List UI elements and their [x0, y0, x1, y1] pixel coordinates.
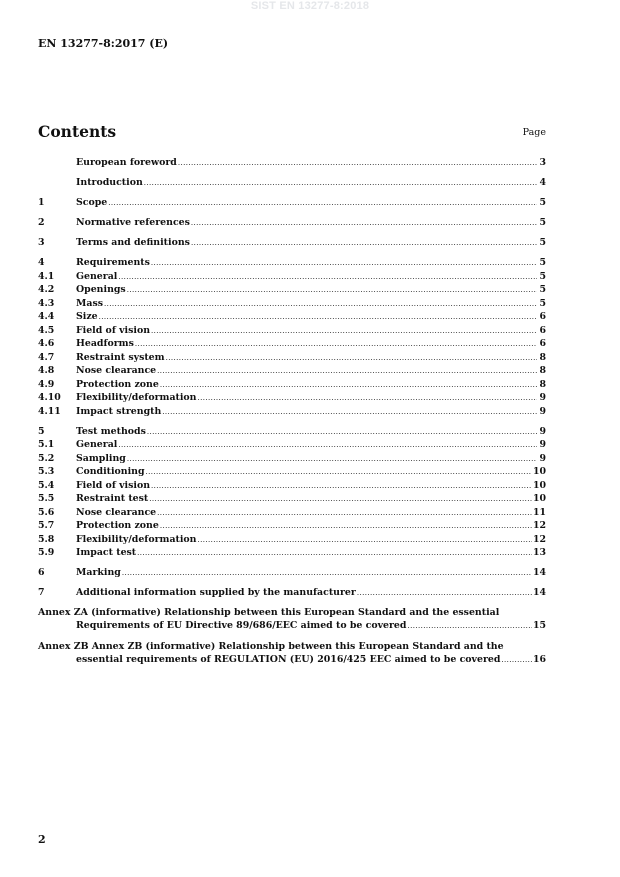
toc-leader — [118, 271, 537, 285]
toc-page: 5 — [539, 297, 546, 309]
toc-title: Nose clearance — [76, 365, 157, 376]
toc-title: Impact test — [76, 547, 137, 558]
toc-number: 5.6 — [38, 506, 55, 518]
toc-number: 7 — [38, 587, 45, 598]
toc-page: 10 — [532, 466, 546, 477]
toc-leader — [147, 426, 537, 440]
toc-entry[interactable] — [38, 465, 546, 479]
toc-leader — [151, 325, 537, 339]
toc-number: 5.3 — [38, 466, 55, 477]
toc-page: 6 — [539, 338, 546, 349]
toc-page: 5 — [539, 237, 546, 248]
toc-leader — [157, 365, 537, 379]
toc-leader — [137, 547, 532, 561]
toc-entry[interactable] — [38, 533, 546, 547]
toc-entry[interactable] — [38, 256, 546, 270]
toc-title: Scope — [76, 197, 108, 208]
toc-title: General — [76, 270, 118, 282]
toc-leader — [127, 453, 537, 467]
toc-page: 12 — [532, 520, 546, 531]
toc-page: 9 — [539, 425, 546, 437]
toc-number: 4 — [38, 257, 45, 268]
toc-title: Test methods — [76, 425, 146, 437]
toc-number: 5 — [38, 425, 45, 437]
toc-page: 9 — [539, 405, 546, 417]
toc-number: 4.9 — [38, 378, 55, 390]
watermark: SIST EN 13277-8:2018 — [250, 0, 370, 12]
toc-title: European foreword — [76, 157, 177, 168]
toc-leader — [197, 392, 537, 406]
toc-entry[interactable] — [38, 351, 546, 365]
toc-number: 4.11 — [38, 405, 61, 417]
toc-number: 5.5 — [38, 493, 55, 504]
annex-title-line2: Requirements of EU Directive 89/686/EEC aimed to be covered — [76, 620, 407, 631]
toc-leader — [146, 466, 532, 480]
toc-title: Requirements — [76, 257, 150, 268]
toc-title: Mass — [76, 297, 104, 309]
toc-number: 2 — [38, 217, 45, 228]
toc-leader — [104, 298, 537, 312]
toc-entry[interactable] — [38, 310, 546, 324]
toc-number: 4.5 — [38, 324, 55, 336]
toc-leader — [501, 654, 532, 667]
annex-title-line1: Annex ZB Annex ZB (informative) Relationship between this European Standard and the — [38, 640, 504, 652]
toc-number: 4.3 — [38, 297, 55, 309]
toc-leader — [151, 257, 537, 271]
annex-entry[interactable] — [38, 640, 546, 667]
toc-number: 1 — [38, 197, 45, 208]
annex-title-line1: Annex ZA (informative) Relationship between this European Standard and the essential — [38, 607, 500, 618]
toc-leader — [157, 507, 532, 521]
toc-title: Size — [76, 311, 98, 322]
toc-page: 5 — [539, 197, 546, 208]
toc-entry[interactable] — [38, 196, 546, 210]
toc-entry[interactable] — [38, 364, 546, 378]
toc-entry[interactable] — [38, 378, 546, 392]
annex-title-line2: essential requirements of REGULATION (EU) 2016/425 EEC aimed to be covered — [76, 653, 501, 665]
toc-number: 5.1 — [38, 439, 55, 450]
toc-page: 4 — [539, 177, 546, 188]
toc-title: Restraint test — [76, 493, 149, 504]
annex-page: 16 — [532, 653, 546, 665]
toc-entry[interactable] — [38, 438, 546, 452]
toc-number: 5.4 — [38, 479, 55, 491]
toc-number: 4.2 — [38, 284, 55, 295]
toc-number: 4.8 — [38, 365, 55, 376]
toc-page: 10 — [532, 493, 546, 504]
toc-title: General — [76, 439, 118, 450]
annex-page: 15 — [532, 620, 546, 631]
toc-page: 6 — [539, 324, 546, 336]
toc-entry[interactable] — [38, 586, 546, 600]
page-number: 2 — [38, 833, 46, 846]
toc-page: 5 — [539, 284, 546, 295]
toc-page: 14 — [532, 567, 546, 578]
toc-number: 4.4 — [38, 311, 55, 322]
toc-leader — [144, 177, 537, 191]
toc-leader — [191, 217, 537, 231]
toc-entry[interactable] — [38, 566, 546, 580]
toc-page: 9 — [539, 452, 546, 464]
toc-leader — [122, 567, 532, 581]
toc-number: 3 — [38, 237, 45, 248]
toc-leader — [160, 379, 537, 393]
annex-entry[interactable] — [38, 606, 546, 633]
page-column-label: Page — [522, 127, 546, 138]
toc-title: Headforms — [76, 338, 134, 349]
toc-leader — [118, 439, 537, 453]
toc-page: 5 — [539, 270, 546, 282]
toc-number: 4.1 — [38, 270, 55, 282]
toc-leader — [357, 587, 532, 601]
toc-entry[interactable] — [38, 156, 546, 170]
toc-title: Marking — [76, 567, 121, 578]
toc-title: Restraint system — [76, 351, 165, 363]
toc-entry[interactable] — [38, 425, 546, 439]
toc-title: Additional information supplied by the manufacturer — [76, 587, 356, 598]
toc-entry[interactable] — [38, 297, 546, 311]
toc-page: 12 — [532, 533, 546, 545]
toc-number: 5.9 — [38, 547, 55, 558]
document-id: EN 13277-8:2017 (E) — [38, 37, 169, 50]
toc-leader — [127, 284, 537, 298]
toc-number: 4.10 — [38, 392, 61, 403]
toc-leader — [178, 157, 537, 171]
toc-page: 5 — [539, 257, 546, 268]
toc-entry[interactable] — [38, 405, 546, 419]
toc-leader — [99, 311, 537, 325]
toc-leader — [160, 520, 532, 534]
toc-entry[interactable] — [38, 391, 546, 405]
toc-leader — [407, 620, 531, 633]
toc-title: Introduction — [76, 177, 143, 188]
toc-entry[interactable] — [38, 337, 546, 351]
toc-title: Field of vision — [76, 479, 151, 491]
toc-entry[interactable] — [38, 236, 546, 250]
toc-title: Conditioning — [76, 466, 145, 477]
toc-title: Terms and definitions — [76, 237, 190, 248]
toc-number: 5.2 — [38, 452, 55, 464]
toc-entry[interactable] — [38, 519, 546, 533]
toc-title: Sampling — [76, 452, 126, 464]
toc-title: Protection zone — [76, 378, 159, 390]
toc-entry[interactable] — [38, 324, 546, 338]
toc-entry[interactable] — [38, 176, 546, 190]
toc-number: 5.8 — [38, 533, 55, 545]
contents-heading: Contents — [38, 122, 117, 141]
toc-page: 14 — [532, 587, 546, 598]
toc-title: Openings — [76, 284, 126, 295]
toc-page: 9 — [539, 392, 546, 403]
toc-number: 4.6 — [38, 338, 55, 349]
toc-leader — [197, 534, 531, 548]
toc-page: 9 — [539, 439, 546, 450]
toc-page: 3 — [539, 157, 546, 168]
toc-page: 6 — [539, 311, 546, 322]
toc-leader — [149, 493, 532, 507]
toc-leader — [108, 197, 537, 211]
toc-title: Flexibility/deformation — [76, 533, 197, 545]
toc-page: 5 — [539, 217, 546, 228]
toc-title: Protection zone — [76, 520, 159, 531]
toc-leader — [166, 352, 537, 366]
toc-title: Field of vision — [76, 324, 151, 336]
toc-leader — [191, 237, 537, 251]
toc-number: 6 — [38, 567, 45, 578]
toc-leader — [135, 338, 537, 352]
toc-title: Flexibility/deformation — [76, 392, 197, 403]
toc-number: 4.7 — [38, 351, 55, 363]
toc-title: Nose clearance — [76, 506, 157, 518]
toc-title: Impact strength — [76, 405, 162, 417]
toc-page: 8 — [539, 365, 546, 376]
toc-entry[interactable] — [38, 492, 546, 506]
table-of-contents — [38, 156, 546, 667]
toc-page: 13 — [532, 547, 546, 558]
toc-entry[interactable] — [38, 452, 546, 466]
toc-entry[interactable] — [38, 506, 546, 520]
toc-entry[interactable] — [38, 270, 546, 284]
toc-page: 10 — [532, 479, 546, 491]
toc-page: 8 — [539, 351, 546, 363]
toc-entry[interactable] — [38, 546, 546, 560]
toc-title: Normative references — [76, 217, 190, 228]
toc-page: 11 — [532, 506, 546, 518]
toc-entry[interactable] — [38, 216, 546, 230]
toc-leader — [162, 406, 537, 420]
toc-number: 5.7 — [38, 520, 55, 531]
toc-leader — [151, 480, 532, 494]
toc-page: 8 — [539, 378, 546, 390]
toc-entry[interactable] — [38, 479, 546, 493]
toc-entry[interactable] — [38, 283, 546, 297]
